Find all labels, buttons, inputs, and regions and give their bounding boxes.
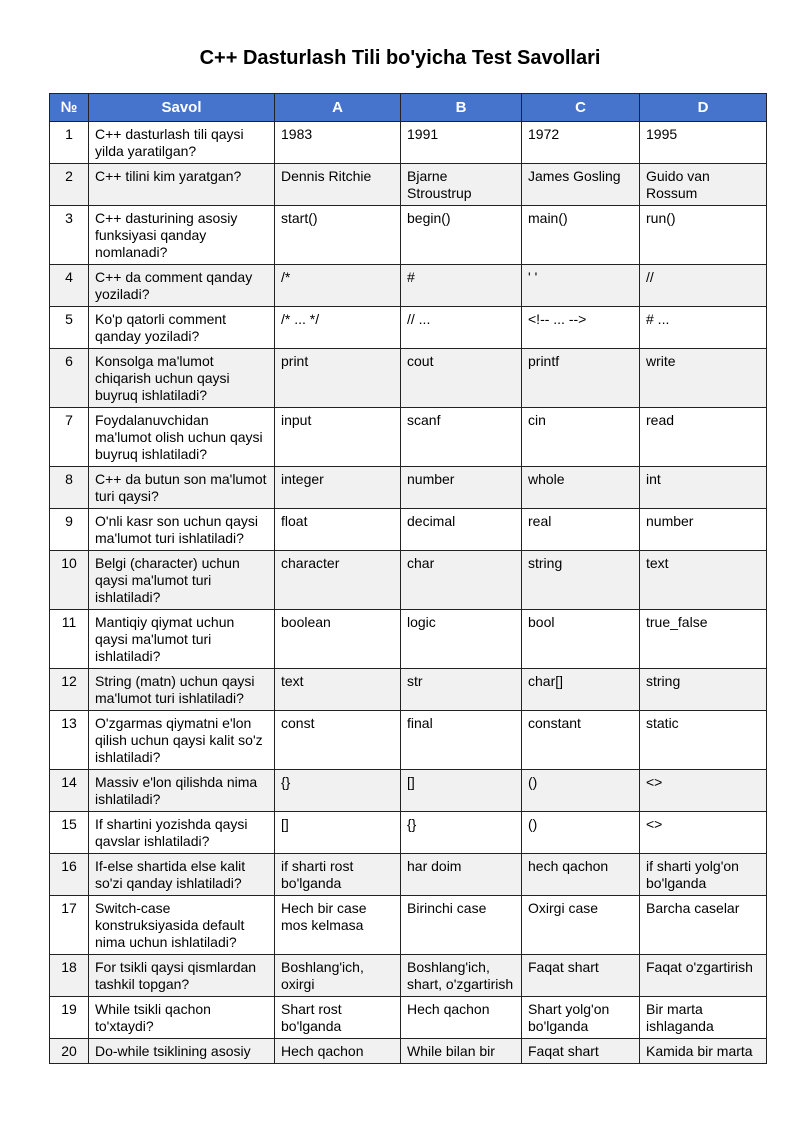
option-d: <> [640,812,767,854]
table-body [50,122,767,1064]
table-row [50,955,767,997]
option-c: char[] [522,669,640,711]
table-row [50,349,767,408]
option-c: Faqat shart [522,1039,640,1064]
option-b: Birinchi case [401,896,522,955]
option-a: Hech bir case mos kelmasa [275,896,401,955]
option-d: <> [640,770,767,812]
question-text: C++ tilini kim yaratgan? [89,164,275,206]
option-d: # ... [640,307,767,349]
option-d: Barcha caselar [640,896,767,955]
questions-table [49,93,767,1064]
option-b: logic [401,610,522,669]
question-text: C++ dasturining asosiy funksiyasi qanday nomlanadi? [89,206,275,265]
option-b: Bjarne Stroustrup [401,164,522,206]
option-c: real [522,509,640,551]
option-d: Guido van Rossum [640,164,767,206]
option-b: {} [401,812,522,854]
option-d: if sharti yolg'on bo'lganda [640,854,767,896]
page-title: C++ Dasturlash Tili bo'yicha Test Savollari [199,47,601,69]
question-text: While tsikli qachon to'xtaydi? [89,997,275,1039]
table-row [50,164,767,206]
header-option-a: A [275,94,401,122]
table-row [50,408,767,467]
question-text: Do-while tsiklining asosiy [89,1039,275,1064]
question-number: 13 [50,711,89,770]
option-d: string [640,669,767,711]
question-number: 16 [50,854,89,896]
question-number: 17 [50,896,89,955]
option-c: ' ' [522,265,640,307]
table-row [50,770,767,812]
question-number: 6 [50,349,89,408]
table-row [50,551,767,610]
option-c: string [522,551,640,610]
question-number: 2 [50,164,89,206]
option-b: 1991 [401,122,522,164]
option-a: /* ... */ [275,307,401,349]
option-b: scanf [401,408,522,467]
option-a: character [275,551,401,610]
option-c: bool [522,610,640,669]
option-a: {} [275,770,401,812]
option-c: Shart yolg'on bo'lganda [522,997,640,1039]
option-b: str [401,669,522,711]
option-b: begin() [401,206,522,265]
option-c: hech qachon [522,854,640,896]
option-c: <!-- ... --> [522,307,640,349]
table-row [50,122,767,164]
option-a: start() [275,206,401,265]
question-text: C++ da butun son ma'lumot turi qaysi? [89,467,275,509]
table-row [50,467,767,509]
option-d: // [640,265,767,307]
question-text: Foydalanuvchidan ma'lumot olish uchun qaysi buyruq ishlatiladi? [89,408,275,467]
question-text: Konsolga ma'lumot chiqarish uchun qaysi buyruq ishlatiladi? [89,349,275,408]
option-b: [] [401,770,522,812]
option-a: text [275,669,401,711]
question-number: 15 [50,812,89,854]
question-text: String (matn) uchun qaysi ma'lumot turi ishlatiladi? [89,669,275,711]
table-row [50,265,767,307]
option-a: Dennis Ritchie [275,164,401,206]
question-text: Ko'p qatorli comment qanday yoziladi? [89,307,275,349]
option-d: true_false [640,610,767,669]
header-option-d: D [640,94,767,122]
option-d: static [640,711,767,770]
question-number: 1 [50,122,89,164]
option-b: // ... [401,307,522,349]
option-d: read [640,408,767,467]
header-option-b: B [401,94,522,122]
table-row [50,509,767,551]
table-row [50,669,767,711]
option-b: decimal [401,509,522,551]
table-row [50,896,767,955]
header-question: Savol [89,94,275,122]
option-c: James Gosling [522,164,640,206]
option-b: While bilan bir [401,1039,522,1064]
question-text: C++ dasturlash tili qaysi yilda yaratilgan? [89,122,275,164]
option-a: Boshlang'ich, oxirgi [275,955,401,997]
option-c: printf [522,349,640,408]
option-c: 1972 [522,122,640,164]
option-a: [] [275,812,401,854]
question-number: 10 [50,551,89,610]
option-a: Hech qachon [275,1039,401,1064]
option-c: Faqat shart [522,955,640,997]
option-d: number [640,509,767,551]
option-d: text [640,551,767,610]
option-a: float [275,509,401,551]
option-b: Hech qachon [401,997,522,1039]
question-number: 4 [50,265,89,307]
question-text: Belgi (character) uchun qaysi ma'lumot turi ishlatiladi? [89,551,275,610]
question-number: 8 [50,467,89,509]
option-a: 1983 [275,122,401,164]
question-number: 9 [50,509,89,551]
question-number: 11 [50,610,89,669]
option-d: int [640,467,767,509]
table-header-row [50,94,767,122]
option-c: whole [522,467,640,509]
option-b: number [401,467,522,509]
header-number: № [50,94,89,122]
option-d: Faqat o'zgartirish [640,955,767,997]
option-a: boolean [275,610,401,669]
option-b: final [401,711,522,770]
option-b: Boshlang'ich, shart, o'zgartirish [401,955,522,997]
option-a: integer [275,467,401,509]
option-b: # [401,265,522,307]
option-b: cout [401,349,522,408]
question-text: Massiv e'lon qilishda nima ishlatiladi? [89,770,275,812]
table-row [50,610,767,669]
option-a: const [275,711,401,770]
option-a: /* [275,265,401,307]
table-row [50,206,767,265]
option-d: Bir marta ishlaganda [640,997,767,1039]
question-text: C++ da comment qanday yoziladi? [89,265,275,307]
question-number: 12 [50,669,89,711]
option-c: main() [522,206,640,265]
header-option-c: C [522,94,640,122]
table-row [50,1039,767,1064]
question-number: 20 [50,1039,89,1064]
question-text: O'zgarmas qiymatni e'lon qilish uchun qaysi kalit so'z ishlatiladi? [89,711,275,770]
option-a: if sharti rost bo'lganda [275,854,401,896]
table-row [50,812,767,854]
option-c: constant [522,711,640,770]
option-c: cin [522,408,640,467]
option-a: Shart rost bo'lganda [275,997,401,1039]
option-c: () [522,770,640,812]
option-c: Oxirgi case [522,896,640,955]
option-a: input [275,408,401,467]
option-d: write [640,349,767,408]
option-d: Kamida bir marta [640,1039,767,1064]
question-text: For tsikli qaysi qismlardan tashkil topgan? [89,955,275,997]
question-number: 18 [50,955,89,997]
option-d: 1995 [640,122,767,164]
table-row [50,997,767,1039]
question-number: 7 [50,408,89,467]
question-number: 3 [50,206,89,265]
table-row [50,307,767,349]
option-b: har doim [401,854,522,896]
question-number: 19 [50,997,89,1039]
table-row [50,854,767,896]
option-b: char [401,551,522,610]
option-c: () [522,812,640,854]
question-text: O'nli kasr son uchun qaysi ma'lumot turi ishlatiladi? [89,509,275,551]
question-text: Switch-case konstruksiyasida default nima uchun ishlatiladi? [89,896,275,955]
option-d: run() [640,206,767,265]
question-text: If-else shartida else kalit so'zi qanday ishlatiladi? [89,854,275,896]
option-a: print [275,349,401,408]
question-number: 5 [50,307,89,349]
question-text: If shartini yozishda qaysi qavslar ishlatiladi? [89,812,275,854]
question-number: 14 [50,770,89,812]
question-text: Mantiqiy qiymat uchun qaysi ma'lumot turi ishlatiladi? [89,610,275,669]
table-row [50,711,767,770]
